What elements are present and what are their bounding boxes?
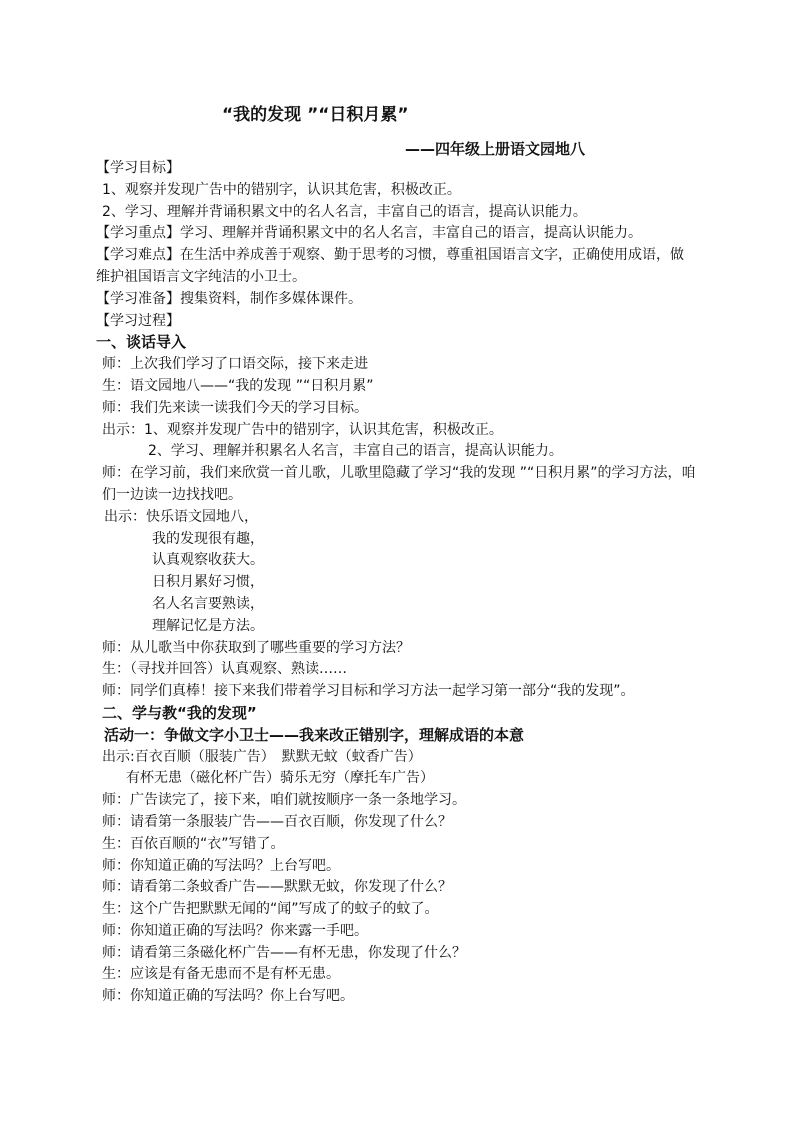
rhyme-line: 日积月累好习惯， xyxy=(152,574,264,591)
dialogue-line: 师：请看第二条蚊香广告——默默无蚊，你发现了什么？ xyxy=(102,879,452,896)
difficulty-paragraph: 【学习难点】在生活中养成善于观察、勤于思考的习惯，尊重祖国语言文字，正确使用成语，做维护祖国语言文字纯洁的小卫士。 xyxy=(96,247,684,285)
dialogue-line: 师：你知道正确的写法吗？上台写吧。 xyxy=(102,857,340,874)
section-heading: 一、谈话导入 xyxy=(96,333,187,352)
dialogue-line: 师：上次我们学习了口语交际，接下来走进 xyxy=(102,356,368,373)
dialogue-line: 师：我们先来读一读我们今天的学习目标。 xyxy=(102,399,368,416)
dialogue-line: 生：百依百顺的“衣”写错了。 xyxy=(102,835,285,852)
section-heading: 二、学与教“我的发现” xyxy=(102,703,257,722)
dialogue-line: 师：请看第一条服装广告——百衣百顺，你发现了什么？ xyxy=(102,813,452,830)
rhyme-line: 认真观察收获大。 xyxy=(152,552,264,569)
ad-examples-line: 出示:百衣百顺（服装广告） 默默无蚊（蚊香广告） xyxy=(102,748,422,765)
activity-heading: 活动一：争做文字小卫士——我来改正错别字，理解成语的本意 xyxy=(104,725,525,744)
dialogue-line: 师：从儿歌当中你获取到了哪些重要的学习方法？ xyxy=(102,639,410,656)
section-label-goals: 【学习目标】 xyxy=(96,160,180,176)
section-label-process: 【学习过程】 xyxy=(96,312,180,329)
dialogue-line: 生：语文园地八——“我的发现 ”“日积月累” xyxy=(102,377,374,394)
rhyme-line: 名人名言要熟读， xyxy=(152,595,264,612)
dialogue-line: 师：广告读完了，接下来，咱们就按顺序一条一条地学习。 xyxy=(102,792,466,809)
dialogue-paragraph: 师：同学们真棒！接下来我们带着学习目标和学习方法一起学习第一部分“我的发现”。 xyxy=(102,683,635,700)
page-title: “我的发现 ”“日积月累” xyxy=(222,105,409,125)
dialogue-line: 生：（寻找并回答）认真观察、熟读…… xyxy=(102,661,347,678)
document-body xyxy=(96,158,696,1008)
rhyme-line: 我的发现很有趣， xyxy=(152,530,264,547)
dialogue-line: 2、学习、理解并积累名人名言，丰富自己的语言，提高认识能力。 xyxy=(148,443,563,460)
page-subtitle: ——四年级上册语文园地八 xyxy=(405,140,586,158)
preparation-line: 【学习准备】搜集资料，制作多媒体课件。 xyxy=(96,290,362,307)
rhyme-line: 理解记忆是方法。 xyxy=(152,617,264,634)
dialogue-line: 生：应该是有备无患而不是有杯无患。 xyxy=(102,966,340,983)
key-point-paragraph: 【学习重点】学习、理解并背诵积累文中的名人名言，丰富自己的语言，提高认识能力。 xyxy=(96,225,642,242)
rhyme-line: 出示：快乐语文园地八， xyxy=(104,508,258,525)
dialogue-line: 师：请看第三条磁化杯广告——有杯无患，你发现了什么？ xyxy=(102,944,466,961)
goal-item: 2、学习、理解并背诵积累文中的名人名言，丰富自己的语言，提高认识能力。 xyxy=(102,203,587,220)
ad-examples-line: 有杯无患（磁化杯广告）骑乐无穷（摩托车广告） xyxy=(126,770,434,787)
dialogue-line: 师：你知道正确的写法吗？你上台写吧。 xyxy=(102,988,354,1005)
dialogue-line: 出示：1、观察并发现广告中的错别字，认识其危害，积极改正。 xyxy=(102,421,503,438)
goal-item: 1、观察并发现广告中的错别字，认识其危害，积极改正。 xyxy=(102,181,461,198)
dialogue-paragraph: 师：在学习前，我们来欣赏一首儿歌，儿歌里隐藏了学习“我的发现 ”“日积月累”的学习方法，咱们一边读一边找找吧。 xyxy=(102,465,696,503)
dialogue-line: 师：你知道正确的写法吗？你来露一手吧。 xyxy=(102,922,368,939)
dialogue-line: 生：这个广告把默默无闻的“闻”写成了的蚊子的蚊了。 xyxy=(102,901,439,918)
